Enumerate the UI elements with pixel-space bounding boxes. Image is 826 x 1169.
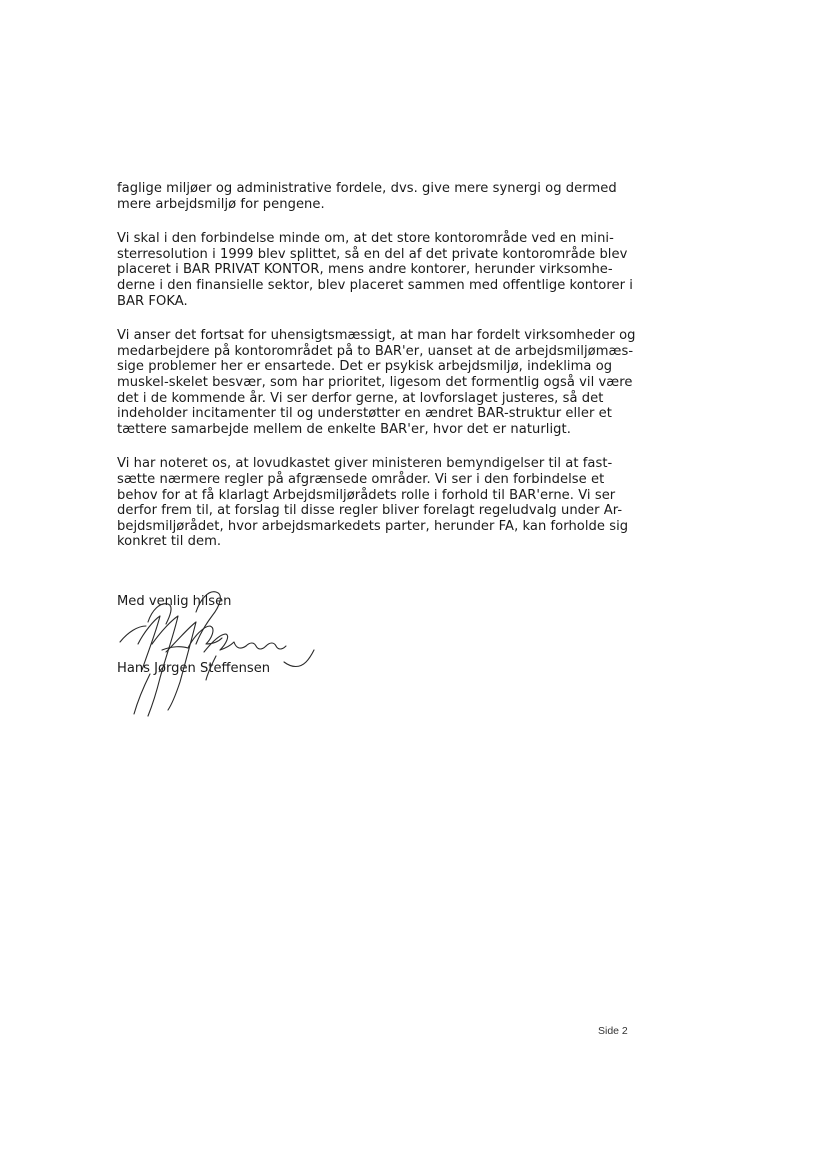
sender-name: Hans Jørgen Steffensen	[117, 661, 271, 676]
text-line: medarbejdere på kontorområdet på to BAR'er, uanset at de arbejdsmiljømæs-	[117, 343, 634, 359]
paragraph-1	[117, 181, 647, 212]
paragraph-2	[117, 231, 647, 309]
paragraph-4	[117, 456, 647, 550]
text-line: det i de kommende år. Vi ser derfor gerne, at lovforslaget justeres, så det	[117, 390, 604, 406]
text-line: faglige miljøer og administrative fordele, dvs. give mere synergi og dermed	[117, 181, 617, 196]
text-line: behov for at få klarlagt Arbejdsmiljørådets rolle i forhold til BAR'erne. Vi ser	[117, 487, 616, 503]
text-line: sterresolution i 1999 blev splittet, så en del af det private kontorområde blev	[117, 246, 628, 262]
text-line: placeret i BAR PRIVAT KONTOR, mens andre kontorer, herunder virksomhe-	[117, 262, 613, 278]
text-line: derfor frem til, at forslag til disse regler bliver forelagt regeludvalg under Ar-	[117, 503, 623, 519]
text-line: Vi skal i den forbindelse minde om, at det store kontorområde ved en mini-	[117, 231, 614, 247]
page-number: Side 2	[598, 1025, 628, 1037]
text-line: Vi har noteret os, at lovudkastet giver ministeren bemyndigelser til at fast-	[117, 456, 613, 472]
text-line: sige problemer her er ensartede. Det er psykisk arbejdsmiljø, indeklima og	[117, 359, 613, 375]
paragraph-3	[117, 328, 647, 437]
text-line: indeholder incitamenter til og understøtter en ændret BAR-struktur eller et	[117, 406, 612, 422]
text-line: BAR FOKA.	[117, 293, 188, 309]
text-line: muskel-skelet besvær, som har prioritet, ligesom det formentlig også vil være	[117, 374, 633, 390]
text-line: bejdsmiljørådet, hvor arbejdsmarkedets parter, herunder FA, kan forholde sig	[117, 518, 629, 534]
text-line: derne i den finansielle sektor, blev placeret sammen med offentlige kontorer i	[117, 277, 633, 293]
closing-salutation: Med venlig hilsen	[117, 594, 232, 609]
text-line: sætte nærmere regler på afgrænsede områder. Vi ser i den forbindelse et	[117, 471, 605, 487]
handwritten-signature	[108, 582, 318, 722]
text-line: Vi anser det fortsat for uhensigtsmæssigt, at man har fordelt virksomheder og	[117, 328, 636, 344]
text-line: konkret til dem.	[117, 534, 222, 550]
text-line: tættere samarbejde mellem de enkelte BAR'er, hvor det er naturligt.	[117, 421, 571, 437]
letter-body	[117, 181, 647, 569]
text-line: mere arbejdsmiljø for pengene.	[117, 196, 325, 212]
